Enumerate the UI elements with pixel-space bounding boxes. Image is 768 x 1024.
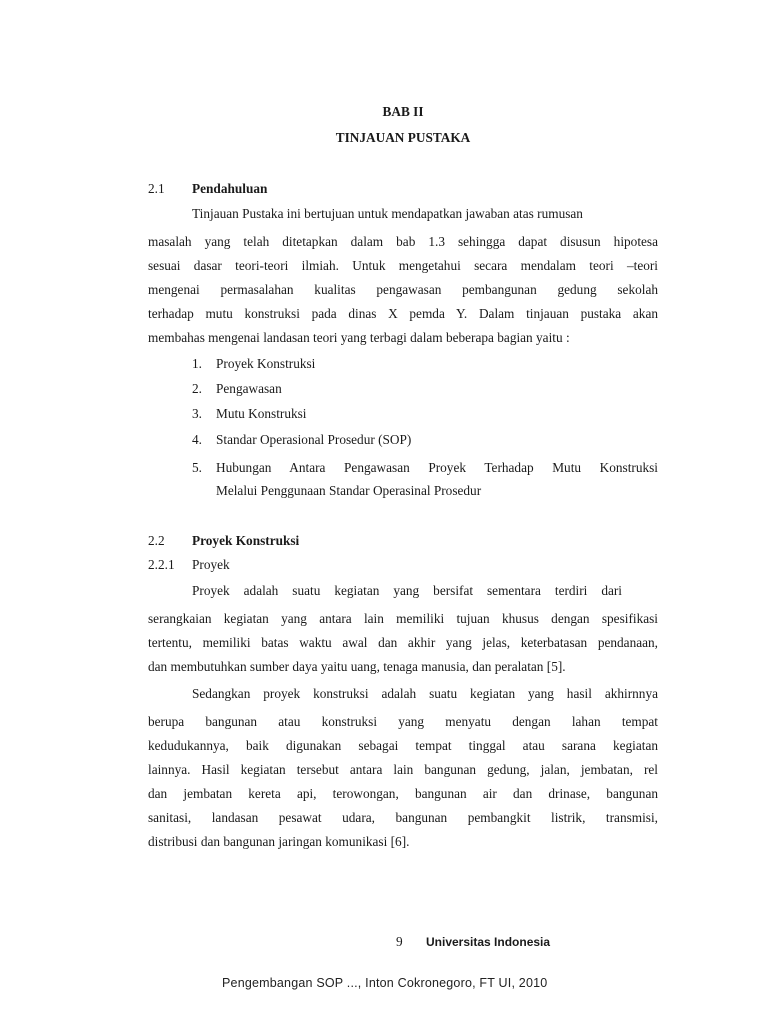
subsection-2-2-1-heading: Proyek bbox=[192, 557, 230, 572]
paragraph-line: berupa bangunan atau konstruksi yang menyatu dengan lahan tempat bbox=[148, 714, 658, 729]
paragraph-line: terhadap mutu konstruksi pada dinas X pemda Y. Dalam tinjauan pustaka akan bbox=[148, 306, 658, 321]
section-2-1-heading: Pendahuluan bbox=[192, 181, 268, 196]
paragraph-line: masalah yang telah ditetapkan dalam bab 1.3 sehingga dapat disusun hipotesa bbox=[148, 234, 658, 249]
paragraph-line: sanitasi, landasan pesawat udara, bangunan pembangkit listrik, transmisi, bbox=[148, 810, 658, 825]
section-2-2-heading: Proyek Konstruksi bbox=[192, 533, 300, 548]
list-item-number: 1. bbox=[192, 356, 202, 371]
section-2-1-paragraph bbox=[148, 230, 658, 350]
section-2-2-number: 2.2 bbox=[148, 533, 165, 548]
paragraph-line: kedudukannya, baik digunakan sebagai tempat tinggal atau sarana kegiatan bbox=[148, 738, 658, 753]
section-2-2-para2-line: Sedangkan proyek konstruksi adalah suatu kegiatan yang hasil akhirnnya bbox=[192, 686, 658, 701]
paragraph-line: distribusi dan bangunan jaringan komunikasi [6]. bbox=[148, 834, 410, 849]
list-item-text-continued: Melalui Penggunaan Standar Operasinal Prosedur bbox=[216, 483, 482, 498]
university-label: Universitas Indonesia bbox=[426, 935, 551, 949]
section-2-2-para1-line: Proyek adalah suatu kegiatan yang bersifat sementara terdiri dari bbox=[192, 583, 622, 598]
list-item-number: 3. bbox=[192, 406, 202, 421]
list-item-text: Pengawasan bbox=[216, 381, 282, 396]
section-2-2-paragraph-2 bbox=[148, 710, 658, 854]
paragraph-line: dan jembatan kereta api, terowongan, bangunan air dan drinase, bangunan bbox=[148, 786, 658, 801]
paragraph-line: lainnya. Hasil kegiatan tersebut antara lain bangunan gedung, jalan, jembatan, rel bbox=[148, 762, 658, 777]
paragraph-line: sesuai dasar teori-teori ilmiah. Untuk mengetahui secara mendalam teori –teori bbox=[148, 258, 658, 273]
paragraph-line: tertentu, memiliki batas waktu awal dan akhir yang jelas, keterbatasan pendanaan, bbox=[148, 635, 658, 650]
paragraph-line: serangkaian kegiatan yang antara lain memiliki tujuan khusus dengan spesifikasi bbox=[148, 611, 658, 626]
list-item-text: Hubungan Antara Pengawasan Proyek Terhadap Mutu Konstruksi bbox=[216, 460, 658, 475]
citation-footer: Pengembangan SOP ..., Inton Cokronegoro, FT UI, 2010 bbox=[222, 976, 548, 990]
page-number: 9 bbox=[396, 934, 403, 949]
section-2-1-number: 2.1 bbox=[148, 181, 165, 196]
paragraph-line: membahas mengenai landasan teori yang terbagi dalam beberapa bagian yaitu : bbox=[148, 330, 570, 345]
paragraph-line: dan membutuhkan sumber daya yaitu uang, tenaga manusia, dan peralatan [5]. bbox=[148, 659, 566, 674]
list-item-number: 4. bbox=[192, 432, 202, 447]
list-item-text: Standar Operasional Prosedur (SOP) bbox=[216, 432, 412, 447]
subsection-2-2-1-number: 2.2.1 bbox=[148, 557, 175, 572]
paragraph-line: mengenai permasalahan kualitas pengawasan pembangunan gedung sekolah bbox=[148, 282, 658, 297]
list-item-number: 5. bbox=[192, 460, 202, 475]
list-item-text: Mutu Konstruksi bbox=[216, 406, 307, 421]
section-2-2-paragraph-1 bbox=[148, 607, 658, 679]
chapter-title: TINJAUAN PUSTAKA bbox=[335, 130, 471, 145]
list-item-number: 2. bbox=[192, 381, 202, 396]
list-item-text: Proyek Konstruksi bbox=[216, 356, 316, 371]
section-2-1-para-line: Tinjauan Pustaka ini bertujuan untuk mendapatkan jawaban atas rumusan bbox=[192, 206, 583, 221]
chapter-label: BAB II bbox=[382, 104, 424, 119]
